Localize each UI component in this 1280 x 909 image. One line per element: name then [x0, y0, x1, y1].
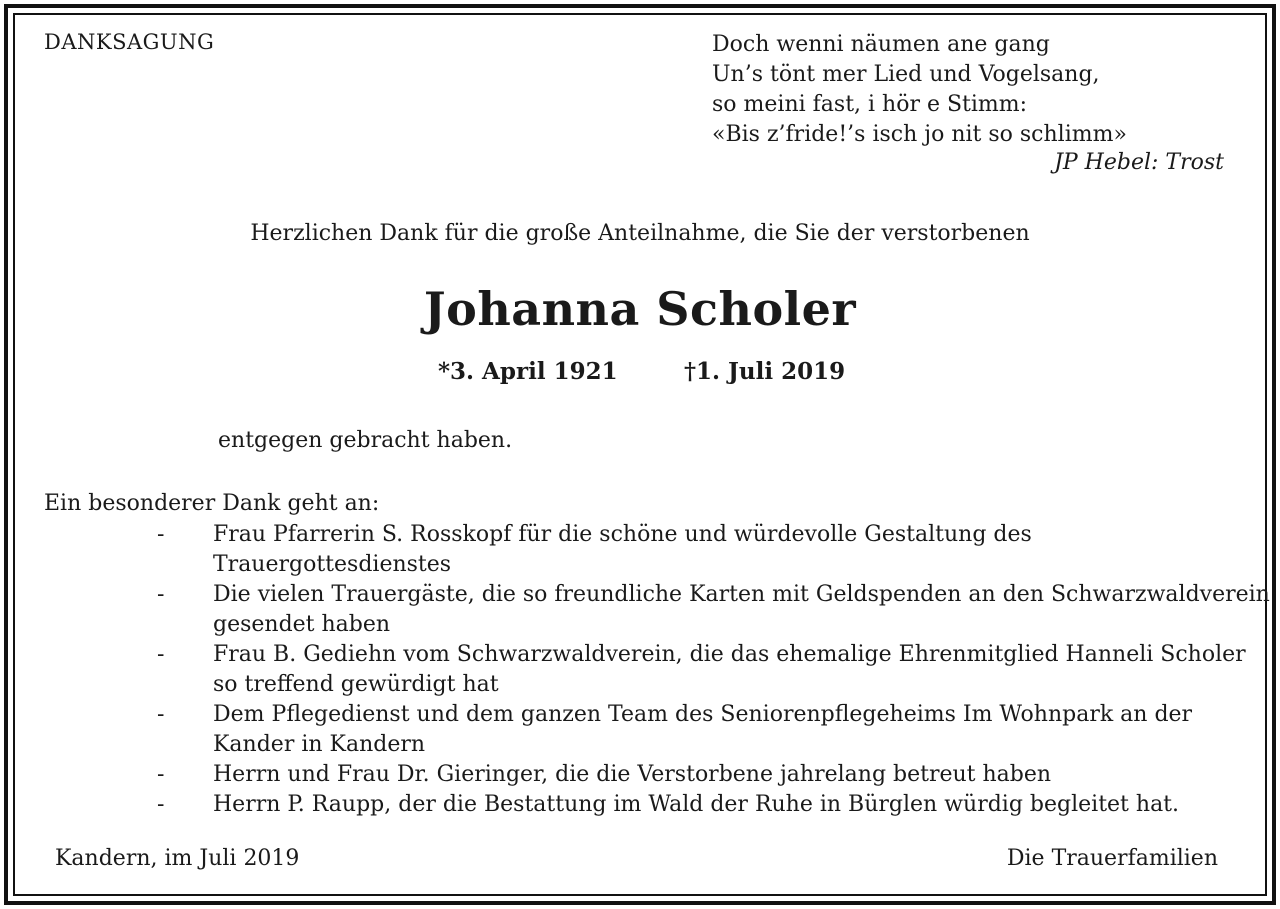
poem-line: Doch wenni näumen ane gang	[712, 32, 1050, 57]
list-item-text: Die vielen Trauergäste, die so freundliche Karten mit Geldspenden an den Schwarzwaldverein gesendet haben	[213, 582, 1270, 637]
place-date: Kandern, im Juli 2019	[55, 846, 300, 871]
list-item	[0, 520, 1273, 580]
list-bullet: -	[157, 702, 165, 727]
poem-line: «Bis z’fride!’s isch jo nit so schlimm»	[712, 122, 1127, 147]
birth-date: *3. April 1921	[438, 358, 618, 385]
list-item-text: Frau B. Gediehn vom Schwarzwaldverein, die das ehemalige Ehrenmitglied Hanneli Scholer so treffend gewürdigt hat	[213, 642, 1246, 697]
thanks-intro: Herzlichen Dank für die große Anteilnahme, die Sie der verstorbenen	[250, 221, 1030, 246]
list-item	[0, 640, 1273, 700]
signature: Die Trauerfamilien	[1006, 846, 1218, 871]
list-bullet: -	[157, 522, 165, 547]
special-thanks-intro: Ein besonderer Dank geht an:	[44, 491, 380, 516]
list-item	[0, 760, 1273, 790]
list-bullet: -	[157, 582, 165, 607]
list-bullet: -	[157, 792, 165, 817]
list-bullet: -	[157, 642, 165, 667]
list-item	[0, 580, 1273, 640]
list-item-text: Herrn P. Raupp, der die Bestattung im Wald der Ruhe in Bürglen würdig begleitet hat.	[213, 792, 1180, 817]
death-date: †1. Juli 2019	[684, 358, 846, 385]
list-bullet: -	[157, 762, 165, 787]
poem-author: JP Hebel: Trost	[1054, 150, 1224, 175]
poem-quote	[712, 30, 1127, 150]
thanks-outro: entgegen gebracht haben.	[218, 428, 513, 453]
poem-line: Un’s tönt mer Lied und Vogelsang,	[712, 62, 1100, 87]
notice-heading: DANKSAGUNG	[44, 30, 215, 54]
list-item	[0, 700, 1273, 760]
poem-line: so meini fast, i hör e Stimm:	[712, 92, 1028, 117]
list-item-text: Dem Pflegedienst und dem ganzen Team des Seniorenpflegeheims Im Wohnpark an der Kander in Kandern	[213, 702, 1193, 757]
deceased-name: Johanna Scholer	[423, 282, 857, 336]
list-item	[0, 790, 1273, 820]
special-thanks-list	[0, 520, 1280, 820]
list-item-text: Frau Pfarrerin S. Rosskopf für die schöne und würdevolle Gestaltung des Trauergottesdienstes	[213, 522, 1032, 577]
list-item-text: Herrn und Frau Dr. Gieringer, die die Verstorbene jahrelang betreut haben	[213, 762, 1052, 787]
